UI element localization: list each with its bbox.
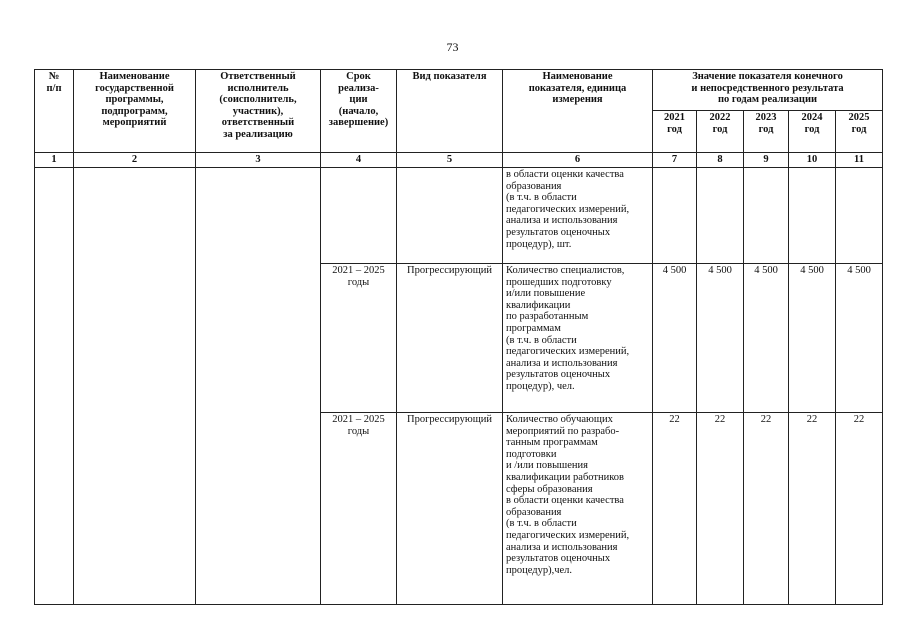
header-year-2023: 2023 год xyxy=(744,111,789,153)
cell-value-2024: 22 xyxy=(789,413,836,605)
cell-value-2022: 22 xyxy=(697,413,744,605)
header-year-2024: 2024 год xyxy=(789,111,836,153)
cell-executor-merged xyxy=(196,168,321,605)
cell-value-2024 xyxy=(789,168,836,264)
cell-value-2022 xyxy=(697,168,744,264)
cell-value-2023 xyxy=(744,168,789,264)
cell-number-merged xyxy=(35,168,74,605)
cell-value-2021: 4 500 xyxy=(653,264,697,413)
cell-period xyxy=(321,168,397,264)
column-number: 9 xyxy=(744,153,789,168)
column-number: 8 xyxy=(697,153,744,168)
column-number: 3 xyxy=(196,153,321,168)
cell-value-2022: 4 500 xyxy=(697,264,744,413)
header-col-period: Срок реализа- ции (начало, завершение) xyxy=(321,70,397,153)
header-values-group: Значение показателя конечного и непосредственного результата по годам реализации xyxy=(653,70,883,111)
header-row-1 xyxy=(35,70,883,111)
cell-period: 2021 – 2025 годы xyxy=(321,264,397,413)
cell-indicator: Количество специалистов, прошедших подготовку и/или повышение квалификации по разработанным программам (в т.ч. в области педагогических измерений, анализа и использования результатов оценочных процедур), чел. xyxy=(503,264,653,413)
cell-value-2021: 22 xyxy=(653,413,697,605)
cell-type: Прогрессирующий xyxy=(397,413,503,605)
table-row xyxy=(35,168,883,264)
header-col-executor: Ответственный исполнитель (соисполнитель, участник), ответственный за реализацию xyxy=(196,70,321,153)
cell-period: 2021 – 2025 годы xyxy=(321,413,397,605)
header-col-type: Вид показателя xyxy=(397,70,503,153)
cell-indicator: в области оценки качества образования (в т.ч. в области педагогических измерений, анализа и использования результатов оценочных процедур), шт. xyxy=(503,168,653,264)
cell-indicator: Количество обучающих мероприятий по разрабо- танным программам подготовки и /или повышения квалификации работников сферы образования в области оценки качества образования (в т.ч. в области педагогических измерений, анализа и использования результатов оценочных процедур),чел. xyxy=(503,413,653,605)
header-year-2021: 2021 год xyxy=(653,111,697,153)
header-col-number: № п/п xyxy=(35,70,74,153)
header-year-2022: 2022 год xyxy=(697,111,744,153)
cell-value-2023: 4 500 xyxy=(744,264,789,413)
indicators-table xyxy=(34,69,883,605)
column-number: 5 xyxy=(397,153,503,168)
header-col-indicator: Наименование показателя, единица измерения xyxy=(503,70,653,153)
page-number: 73 xyxy=(446,40,459,54)
cell-value-2023: 22 xyxy=(744,413,789,605)
column-number: 10 xyxy=(789,153,836,168)
column-number: 4 xyxy=(321,153,397,168)
cell-type: Прогрессирующий xyxy=(397,264,503,413)
column-number: 2 xyxy=(74,153,196,168)
cell-value-2024: 4 500 xyxy=(789,264,836,413)
column-number: 7 xyxy=(653,153,697,168)
header-year-2025: 2025 год xyxy=(836,111,883,153)
cell-type xyxy=(397,168,503,264)
column-number: 11 xyxy=(836,153,883,168)
column-numbers-row xyxy=(35,153,883,168)
column-number: 6 xyxy=(503,153,653,168)
cell-value-2025 xyxy=(836,168,883,264)
cell-value-2025: 4 500 xyxy=(836,264,883,413)
cell-value-2025: 22 xyxy=(836,413,883,605)
header-col-program: Наименование государственной программы, подпрограмм, мероприятий xyxy=(74,70,196,153)
cell-program-merged xyxy=(74,168,196,605)
cell-value-2021 xyxy=(653,168,697,264)
column-number: 1 xyxy=(35,153,74,168)
